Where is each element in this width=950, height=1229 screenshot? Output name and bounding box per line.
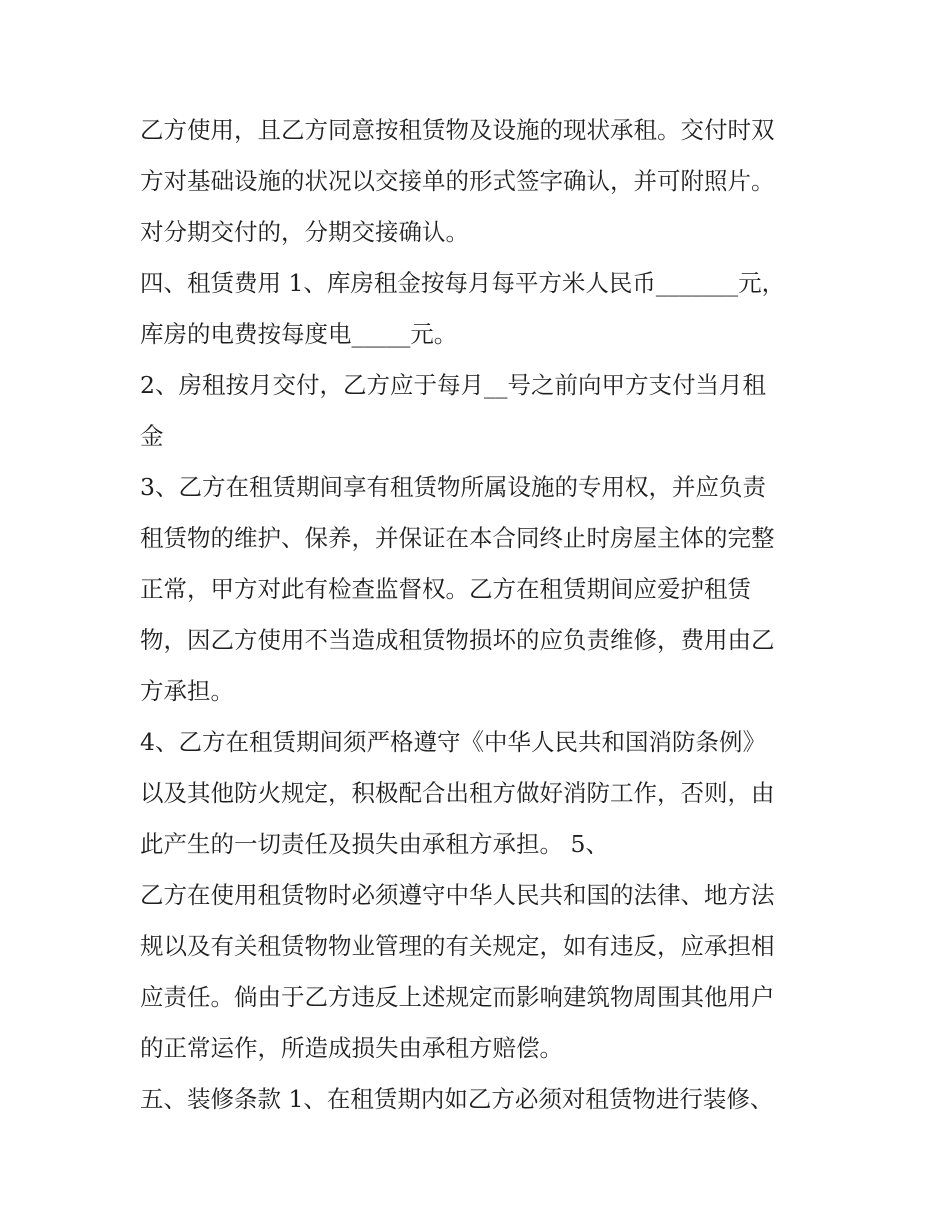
text-line: 库房的电费按每度电_____元。 [140, 320, 458, 348]
text-line: 方承担。 [140, 677, 234, 705]
text-line: 乙方在使用租赁物时必须遵守中华人民共和国的法律、地方法 [140, 881, 775, 909]
text-line: 对分期交付的，分期交接确认。 [140, 218, 469, 246]
text-line: 五、装修条款 1、在租赁期内如乙方必须对租赁物进行装修、 [140, 1085, 774, 1113]
text-line: 租赁物的维护、保养，并保证在本合同终止时房屋主体的完整 [140, 524, 775, 552]
text-line: 方对基础设施的状况以交接单的形式签字确认，并可附照片。 [140, 167, 775, 195]
text-line: 正常，甲方对此有检查监督权。乙方在租赁期间应爱护租赁 [140, 575, 751, 603]
text-line: 4、乙方在租赁期间须严格遵守《中华人民共和国消防条例》 [140, 728, 766, 756]
text-line: 此产生的一切责任及损失由承租方承担。 5、 [140, 830, 609, 858]
text-line: 乙方使用，且乙方同意按租赁物及设施的现状承租。交付时双 [140, 116, 775, 144]
text-line: 应责任。倘由于乙方违反上述规定而影响建筑物周围其他用户 [140, 983, 775, 1011]
text-line: 以及其他防火规定，积极配合出租方做好消防工作，否则，由 [140, 779, 775, 807]
text-line: 物，因乙方使用不当造成租赁物损坏的应负责维修，费用由乙 [140, 626, 775, 654]
text-line: 金 [140, 422, 164, 450]
text-line: 规以及有关租赁物物业管理的有关规定，如有违反，应承担相 [140, 932, 775, 960]
contract-text-block [140, 105, 820, 1125]
text-line: 的正常运作，所造成损失由承租方赔偿。 [140, 1034, 563, 1062]
text-line: 四、租赁费用 1、库房租金按每月每平方米人民币_______元， [140, 269, 786, 297]
text-line: 2、房租按月交付，乙方应于每月__号之前向甲方支付当月租 [140, 371, 766, 399]
text-line: 3、乙方在租赁期间享有租赁物所属设施的专用权，并应负责 [140, 473, 766, 501]
